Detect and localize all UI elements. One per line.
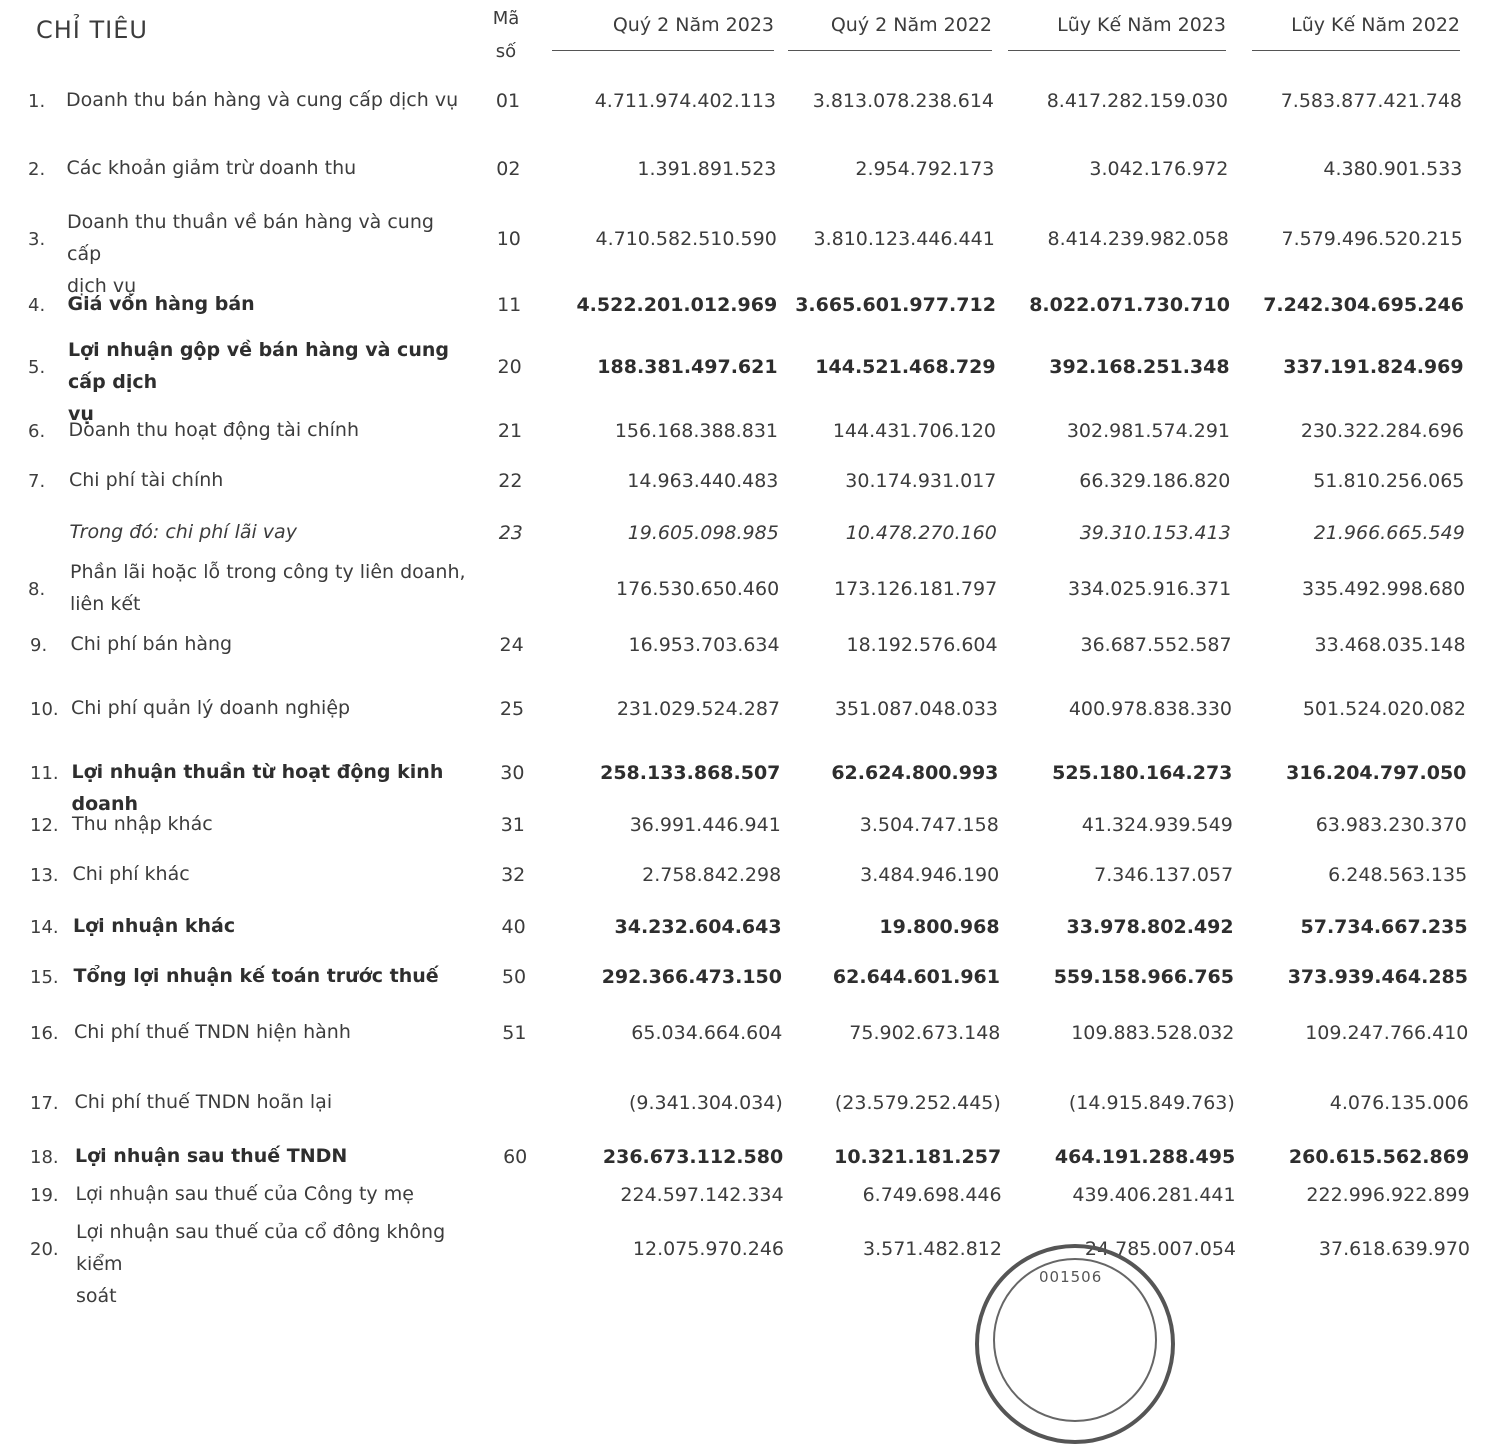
cell-q2-2022: 18.192.576.604 — [846, 634, 998, 656]
cell-ytd-2022: 7.242.304.695.246 — [1263, 294, 1464, 316]
row-code: 10 — [496, 228, 521, 250]
header-ytd-2023: Lũy Kế Năm 2023 — [1008, 14, 1226, 51]
cell-q2-2023: 19.605.098.985 — [627, 522, 779, 544]
cell-ytd-2023: 24.785.007.054 — [1084, 1238, 1236, 1260]
header-q2-2023: Quý 2 Năm 2023 — [552, 14, 774, 51]
cell-ytd-2023: 3.042.176.972 — [1089, 158, 1229, 180]
cell-ytd-2022: 373.939.464.285 — [1287, 966, 1468, 988]
row-label-line1: Chi phí bán hàng — [70, 633, 233, 655]
row-number: 11. — [30, 763, 59, 784]
cell-ytd-2023: (14.915.849.763) — [1068, 1092, 1235, 1114]
cell-ytd-2023: 525.180.164.273 — [1052, 762, 1233, 784]
cell-ytd-2022: 501.524.020.082 — [1302, 698, 1466, 720]
cell-q2-2022: 3.813.078.238.614 — [812, 90, 994, 112]
cell-q2-2023: 2.758.842.298 — [642, 864, 782, 886]
row-label — [73, 858, 473, 890]
cell-q2-2023: 156.168.388.831 — [614, 420, 778, 442]
table-row — [0, 628, 1492, 662]
table-row — [0, 414, 1492, 448]
row-label — [73, 910, 473, 942]
cell-q2-2022: 3.665.601.977.712 — [795, 294, 996, 316]
row-label-line1: Tổng lợi nhuận kế toán trước thuế — [73, 965, 439, 987]
cell-ytd-2022: 51.810.256.065 — [1313, 470, 1465, 492]
cell-ytd-2023: 302.981.574.291 — [1066, 420, 1230, 442]
row-label-line1: Trong đó: chi phí lãi vay — [69, 521, 297, 543]
cell-q2-2022: 62.624.800.993 — [831, 762, 999, 784]
cell-q2-2022: 10.478.270.160 — [845, 522, 997, 544]
cell-ytd-2023: 7.346.137.057 — [1094, 864, 1234, 886]
row-label — [72, 808, 472, 840]
row-label-line1: Các khoản giảm trừ doanh thu — [66, 157, 357, 179]
cell-ytd-2023: 41.324.939.549 — [1081, 814, 1233, 836]
cell-ytd-2022: 230.322.284.696 — [1300, 420, 1464, 442]
row-number: 4. — [28, 295, 46, 316]
row-number: 3. — [28, 229, 46, 250]
cell-q2-2023: 34.232.604.643 — [614, 916, 782, 938]
row-label-line1: Doanh thu bán hàng và cung cấp dịch vụ — [66, 89, 459, 111]
row-label — [71, 692, 471, 724]
cell-q2-2023: 4.522.201.012.969 — [576, 294, 778, 316]
cell-q2-2022: 6.749.698.446 — [862, 1184, 1002, 1206]
cell-q2-2022: 2.954.792.173 — [855, 158, 995, 180]
row-code: 32 — [501, 864, 526, 886]
row-code: 21 — [497, 420, 523, 442]
row-number: 10. — [30, 699, 59, 720]
cell-q2-2023: 4.710.582.510.590 — [595, 228, 777, 250]
cell-ytd-2023: 36.687.552.587 — [1080, 634, 1232, 656]
cell-ytd-2023: 392.168.251.348 — [1049, 356, 1230, 378]
row-code: 51 — [502, 1022, 527, 1044]
cell-ytd-2022: 222.996.922.899 — [1306, 1184, 1470, 1206]
cell-ytd-2022: 7.583.877.421.748 — [1280, 90, 1462, 112]
cell-q2-2022: 144.521.468.729 — [815, 356, 996, 378]
cell-q2-2023: 188.381.497.621 — [597, 356, 778, 378]
cell-ytd-2022: 6.248.563.135 — [1328, 864, 1468, 886]
row-label — [67, 152, 467, 184]
row-number: 18. — [30, 1147, 59, 1168]
row-number: 19. — [30, 1185, 59, 1206]
cell-ytd-2022: 33.468.035.148 — [1314, 634, 1466, 656]
cell-ytd-2023: 33.978.802.492 — [1066, 916, 1234, 938]
row-code: 60 — [503, 1146, 528, 1168]
row-number: 14. — [30, 917, 59, 938]
cell-q2-2023: 236.673.112.580 — [602, 1146, 784, 1168]
cell-ytd-2023: 559.158.966.765 — [1053, 966, 1234, 988]
row-label-line2: vụ — [68, 403, 94, 425]
row-label — [68, 288, 468, 320]
cell-q2-2023: 231.029.524.287 — [616, 698, 780, 720]
table-row — [0, 288, 1492, 322]
row-label-line1: Phần lãi hoặc lỗ trong công ty liên doanh, — [70, 561, 466, 583]
header-code-line1: Mã — [492, 8, 520, 29]
header-code-line2: số — [495, 41, 517, 62]
row-number: 2. — [28, 159, 46, 180]
cell-ytd-2022: 57.734.667.235 — [1300, 916, 1468, 938]
cell-ytd-2023: 8.414.239.982.058 — [1047, 228, 1229, 250]
cell-ytd-2022: 21.966.665.549 — [1313, 522, 1465, 544]
cell-q2-2023: (9.341.304.034) — [628, 1092, 783, 1114]
table-row — [0, 756, 1492, 815]
table-row — [0, 152, 1492, 186]
row-number: 13. — [30, 865, 59, 886]
cell-ytd-2023: 334.025.916.371 — [1068, 578, 1232, 600]
row-number: 20. — [30, 1239, 59, 1260]
row-label — [70, 516, 470, 548]
row-code: 30 — [500, 762, 525, 784]
row-code: 40 — [501, 916, 526, 938]
row-label-line1: Thu nhập khác — [72, 813, 213, 835]
row-code: 50 — [501, 966, 527, 988]
row-label — [75, 1140, 475, 1172]
cell-q2-2022: 3.484.946.190 — [860, 864, 1000, 886]
table-row — [0, 808, 1492, 842]
cell-q2-2022: 75.902.673.148 — [849, 1022, 1001, 1044]
cell-ytd-2022: 7.579.496.520.215 — [1281, 228, 1463, 250]
row-label-line1: Chi phí quản lý doanh nghiệp — [71, 697, 351, 719]
row-code: 31 — [500, 814, 525, 836]
cell-q2-2022: 62.644.601.961 — [832, 966, 1000, 988]
row-label-line2: soát — [76, 1285, 117, 1307]
company-seal — [975, 1244, 1175, 1444]
table-row — [0, 1140, 1492, 1174]
cell-q2-2022: 144.431.706.120 — [832, 420, 996, 442]
row-label — [66, 84, 466, 116]
row-label-line1: Doanh thu thuần về bán hàng và cung cấp — [67, 211, 434, 265]
cell-ytd-2022: 316.204.797.050 — [1286, 762, 1467, 784]
row-code: 01 — [495, 90, 521, 112]
table-row — [0, 692, 1492, 726]
cell-ytd-2022: 337.191.824.969 — [1283, 356, 1464, 378]
table-row — [0, 1178, 1492, 1212]
row-number: 8. — [28, 579, 46, 600]
row-number: 16. — [30, 1023, 59, 1044]
row-label-line1: Chi phí khác — [72, 863, 190, 885]
row-label-line1: Lợi nhuận sau thuế của cổ đông không kiểm — [76, 1221, 446, 1275]
row-number: 7. — [28, 471, 46, 492]
row-label-line2: liên kết — [70, 593, 141, 615]
row-label-line2: dịch vụ — [67, 275, 137, 297]
cell-q2-2022: 10.321.181.257 — [834, 1146, 1002, 1168]
cell-ytd-2022: 260.615.562.869 — [1288, 1146, 1470, 1168]
row-number: 17. — [30, 1093, 59, 1114]
cell-ytd-2023: 8.417.282.159.030 — [1046, 90, 1228, 112]
table-header — [0, 0, 1492, 70]
row-number: 9. — [30, 635, 48, 656]
table-row — [0, 1016, 1492, 1050]
cell-ytd-2023: 39.310.153.413 — [1079, 522, 1231, 544]
row-label-line1: Lợi nhuận sau thuế TNDN — [75, 1145, 348, 1167]
cell-q2-2023: 36.991.446.941 — [629, 814, 781, 836]
row-code: 22 — [498, 470, 523, 492]
row-code: 20 — [497, 356, 522, 378]
table-row — [0, 464, 1492, 498]
cell-q2-2022: 351.087.048.033 — [834, 698, 998, 720]
row-label-line1: Chi phí thuế TNDN hoãn lại — [74, 1091, 333, 1113]
row-code: 25 — [499, 698, 525, 720]
row-code: 24 — [499, 634, 524, 656]
table-row — [0, 206, 1492, 297]
cell-ytd-2023: 66.329.186.820 — [1079, 470, 1231, 492]
cell-ytd-2022: 63.983.230.370 — [1315, 814, 1467, 836]
cell-q2-2022: 3.571.482.812 — [862, 1238, 1002, 1260]
cell-q2-2022: 3.504.747.158 — [859, 814, 999, 836]
row-number: 15. — [30, 967, 59, 988]
cell-ytd-2023: 8.022.071.730.710 — [1029, 294, 1230, 316]
cell-q2-2022: (23.579.252.445) — [834, 1092, 1001, 1114]
cell-ytd-2022: 109.247.766.410 — [1305, 1022, 1469, 1044]
table-row — [0, 516, 1492, 550]
table-row — [0, 1216, 1492, 1307]
cell-q2-2023: 14.963.440.483 — [627, 470, 779, 492]
header-code — [478, 2, 534, 68]
row-label-line1: Chi phí tài chính — [69, 469, 224, 491]
row-label — [76, 1178, 476, 1210]
cell-q2-2023: 12.075.970.246 — [632, 1238, 784, 1260]
cell-q2-2022: 173.126.181.797 — [834, 578, 998, 600]
cell-ytd-2023: 400.978.838.330 — [1068, 698, 1232, 720]
row-label — [69, 414, 469, 446]
row-label — [71, 628, 471, 660]
company-seal-text: 001506 — [1039, 1268, 1103, 1286]
cell-ytd-2022: 4.380.901.533 — [1323, 158, 1463, 180]
row-code: 11 — [497, 294, 522, 316]
cell-q2-2023: 4.711.974.402.113 — [594, 90, 776, 112]
header-ytd-2022: Lũy Kế Năm 2022 — [1252, 14, 1460, 51]
cell-q2-2022: 30.174.931.017 — [845, 470, 997, 492]
table-row — [0, 334, 1492, 425]
cell-q2-2023: 292.366.473.150 — [601, 966, 782, 988]
cell-ytd-2022: 37.618.639.970 — [1318, 1238, 1470, 1260]
table-row — [0, 960, 1492, 994]
row-label-line1: Giá vốn hàng bán — [67, 293, 255, 315]
row-label-line1: Lợi nhuận gộp về bán hàng và cung cấp dịch — [68, 339, 449, 393]
row-number: 6. — [28, 421, 46, 442]
table-row — [0, 1086, 1492, 1120]
cell-q2-2023: 16.953.703.634 — [628, 634, 780, 656]
row-label — [75, 1086, 475, 1118]
row-code: 23 — [498, 522, 523, 544]
cell-q2-2023: 176.530.650.460 — [616, 578, 780, 600]
row-label-line1: Lợi nhuận sau thuế của Công ty mẹ — [75, 1183, 414, 1205]
header-indicator: CHỈ TIÊU — [36, 16, 148, 44]
cell-q2-2023: 1.391.891.523 — [637, 158, 777, 180]
row-number: 12. — [30, 815, 59, 836]
cell-ytd-2023: 464.191.288.495 — [1054, 1146, 1236, 1168]
cell-ytd-2022: 4.076.135.006 — [1329, 1092, 1469, 1114]
cell-q2-2022: 19.800.968 — [879, 916, 1000, 938]
cell-ytd-2022: 335.492.998.680 — [1302, 578, 1466, 600]
cell-q2-2023: 258.133.868.507 — [600, 762, 781, 784]
row-label-line1: Lợi nhuận thuần từ hoạt động kinh doanh — [71, 761, 444, 815]
table-row — [0, 858, 1492, 892]
table-row — [0, 910, 1492, 944]
row-code: 02 — [496, 158, 521, 180]
cell-ytd-2023: 109.883.528.032 — [1071, 1022, 1235, 1044]
row-number: 5. — [28, 357, 46, 378]
cell-q2-2023: 224.597.142.334 — [620, 1184, 784, 1206]
row-label — [70, 556, 470, 620]
row-label — [76, 1216, 476, 1312]
row-label — [74, 1016, 474, 1048]
row-label-line1: Lợi nhuận khác — [73, 915, 236, 937]
table-row — [0, 556, 1492, 620]
cell-ytd-2023: 439.406.281.441 — [1072, 1184, 1236, 1206]
row-label — [74, 960, 474, 992]
cell-q2-2023: 65.034.664.604 — [631, 1022, 783, 1044]
row-label — [69, 464, 469, 496]
cell-q2-2022: 3.810.123.446.441 — [813, 228, 995, 250]
table-row — [0, 84, 1492, 118]
row-label-line1: Doanh thu hoạt động tài chính — [68, 419, 359, 441]
row-number: 1. — [28, 91, 46, 112]
header-q2-2022: Quý 2 Năm 2022 — [788, 14, 992, 51]
row-label-line1: Chi phí thuế TNDN hiện hành — [74, 1021, 351, 1043]
